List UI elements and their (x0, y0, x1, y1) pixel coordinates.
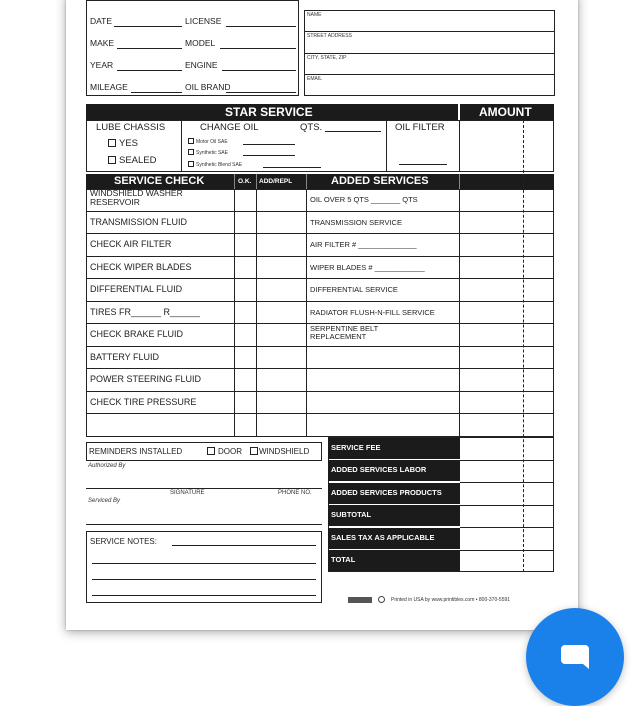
windshield-label: WINDSHIELD (259, 447, 310, 456)
synthetic-blend-option[interactable] (188, 161, 242, 168)
serviced-by-label: Serviced By (88, 498, 121, 504)
service-check-item: TIRES FR______ R______ (90, 306, 201, 317)
service-notes-label: SERVICE NOTES: (90, 537, 157, 546)
motor-oil-option[interactable] (188, 138, 228, 145)
printer-logo-icon (348, 597, 372, 603)
table-row (86, 392, 554, 415)
amount-title: AMOUNT (479, 105, 532, 119)
yes-label: YES (119, 138, 139, 149)
license-label: LICENSE (185, 16, 222, 26)
synthetic-blend-label: Synthetic Blend SAE (196, 162, 243, 168)
qts-label: QTS. (300, 122, 323, 133)
table-row (86, 279, 554, 302)
recycle-icon (378, 596, 385, 603)
synthetic-blend-checkbox[interactable] (188, 161, 194, 167)
lube-yes-option[interactable] (108, 138, 138, 149)
motor-oil-checkbox[interactable] (188, 138, 194, 144)
service-invoice-form (66, 0, 578, 630)
mileage-label: MILEAGE (90, 82, 128, 92)
service-check-item: CHECK WIPER BLADES (90, 261, 192, 272)
reminders-label: REMINDERS INSTALLED (89, 447, 183, 456)
door-option[interactable] (207, 447, 242, 456)
door-checkbox[interactable] (207, 447, 215, 455)
table-row (86, 369, 554, 392)
added-service-item: AIR FILTER # ______________ (310, 240, 417, 249)
service-check-item: BATTERY FLUID (90, 351, 160, 362)
service-check-item: DIFFERENTIAL FLUID (90, 284, 183, 294)
table-row (86, 257, 554, 280)
engine-label: ENGINE (185, 60, 218, 70)
table-row (86, 212, 554, 235)
service-check-item: POWER STEERING FLUID (90, 374, 202, 384)
added-service-item: TRANSMISSION SERVICE (310, 217, 402, 227)
service-check-item: WINDSHIELD WASHER RESERVOIR (90, 188, 183, 207)
table-row (86, 324, 554, 347)
sealed-checkbox[interactable] (108, 156, 116, 164)
added-service-item: DIFFERENTIAL SERVICE (310, 285, 398, 294)
motor-oil-label: Motor Oil SAE (196, 139, 228, 145)
added-services-title: ADDED SERVICES (331, 175, 429, 187)
total-label: TOTAL (328, 550, 460, 571)
printed-note: Printed in USA by www.printibles.com • 800-370-5591 (391, 597, 511, 603)
email-label: EMAIL (307, 76, 323, 82)
name-label: NAME (307, 12, 322, 18)
windshield-option[interactable] (250, 447, 309, 456)
sealed-label: SEALED (119, 155, 157, 166)
authorized-by-label: Authorized By (88, 463, 126, 469)
signature-label: SIGNATURE (170, 490, 205, 496)
street-label: STREET ADDRESS (307, 33, 352, 39)
oil-filter-label: OIL FILTER (395, 122, 445, 133)
date-label: DATE (90, 16, 113, 26)
service-check-item: CHECK TIRE PRESSURE (90, 396, 197, 407)
added-service-item: RADIATOR FLUSH-N-FILL SERVICE (310, 307, 435, 317)
service-check-title: SERVICE CHECK (114, 175, 205, 187)
chat-button[interactable] (526, 608, 624, 706)
year-label: YEAR (90, 60, 114, 70)
make-label: MAKE (90, 38, 115, 48)
synthetic-checkbox[interactable] (188, 149, 194, 155)
oil-brand-label: OIL BRAND (185, 82, 231, 92)
lube-sealed-option[interactable] (108, 155, 157, 166)
service-check-item: TRANSMISSION FLUID (90, 216, 188, 227)
sales-tax-label: SALES TAX AS APPLICABLE (328, 528, 460, 549)
yes-checkbox[interactable] (108, 139, 116, 147)
ok-title: O.K. (238, 178, 252, 185)
synthetic-label: Synthetic SAE (196, 150, 228, 156)
add-repl-title: ADD/REPL (259, 178, 293, 185)
model-label: MODEL (185, 38, 216, 48)
table-row (86, 414, 554, 437)
star-service-bar (86, 104, 458, 120)
added-service-item: WIPER BLADES # ____________ (310, 262, 425, 272)
table-row (86, 189, 554, 212)
added-service-item: OIL OVER 5 QTS _______ QTS (310, 195, 418, 204)
windshield-checkbox[interactable] (250, 447, 258, 455)
table-row (86, 302, 554, 325)
service-check-item: CHECK BRAKE FLUID (90, 329, 184, 339)
city-label: CITY, STATE, ZIP (307, 55, 347, 61)
service-check-item: CHECK AIR FILTER (90, 239, 172, 249)
table-row (86, 347, 554, 370)
service-fee-label: SERVICE FEE (328, 438, 460, 459)
phone-label: PHONE NO. (278, 490, 312, 496)
table-row (86, 234, 554, 257)
added-service-item: SERPENTINE BELT REPLACEMENT (310, 324, 379, 341)
lube-chassis-label: LUBE CHASSIS (96, 122, 166, 133)
door-label: DOOR (218, 447, 242, 456)
chat-bubble-icon (559, 641, 591, 673)
subtotal-label: SUBTOTAL (328, 505, 460, 526)
synthetic-option[interactable] (188, 149, 228, 156)
change-oil-label: CHANGE OIL (200, 122, 259, 133)
added-services-products-label: ADDED SERVICES PRODUCTS (328, 483, 460, 504)
added-services-labor-label: ADDED SERVICES LABOR (328, 460, 460, 481)
amount-bar (460, 104, 554, 120)
star-service-title: STAR SERVICE (225, 105, 313, 119)
